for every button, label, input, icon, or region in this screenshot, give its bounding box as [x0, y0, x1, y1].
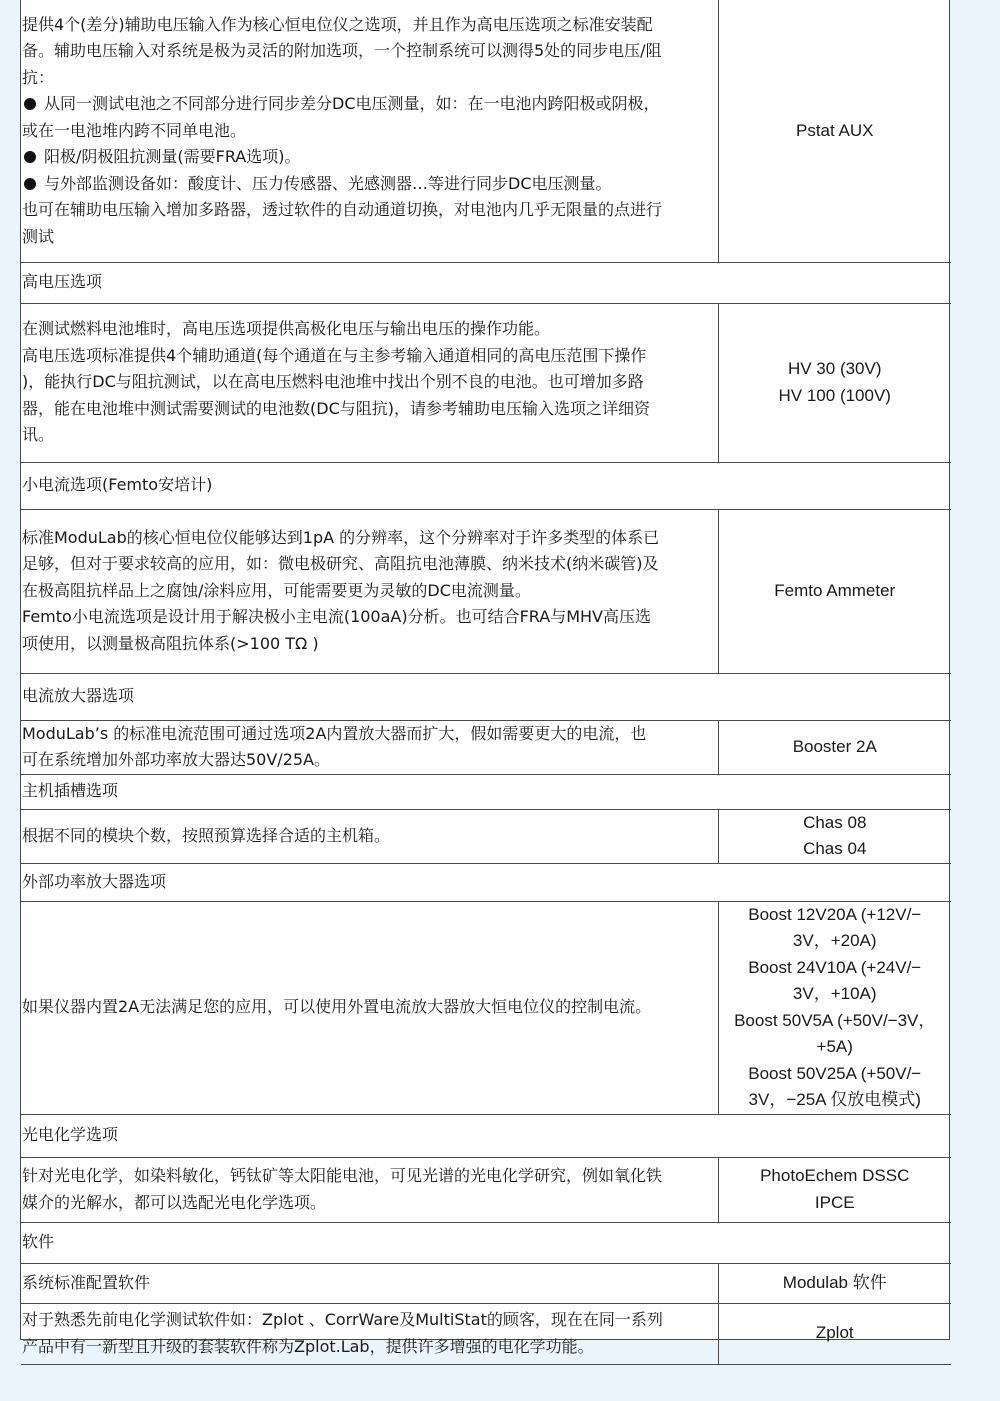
model-name: HV 100 (100V) — [778, 385, 891, 405]
model-cell — [718, 303, 951, 462]
bullet-icon — [24, 98, 36, 110]
bullet-item — [22, 144, 717, 171]
description-line: 讯。 — [22, 425, 55, 445]
model-cell — [718, 1263, 951, 1303]
model-name: HV 30 (30V) — [787, 359, 882, 378]
section-title: 电流放大器选项 — [21, 673, 951, 720]
description-line: 如果仪器内置2A无法满足您的应用，可以使用外置电流放大器放大恒电位仪的控制电流。 — [22, 997, 652, 1017]
model-name: Boost 12V20A (+12V/− — [748, 904, 922, 924]
description-line: 足够，但对于要求较高的应用，如：微电极研究、高阻抗电池薄膜、纳米技术(纳米碳管)及 — [22, 554, 659, 574]
description-cell — [21, 303, 718, 462]
description-line: 系统标准配置软件 — [22, 1272, 151, 1292]
table-row-zplot — [21, 1303, 951, 1364]
section-row-photoelectrochem — [21, 1114, 951, 1157]
bullet-item — [22, 171, 717, 198]
model-name: Zplot — [815, 1323, 854, 1343]
table-row-pstat-aux — [21, 0, 951, 262]
description-line: ModuLab’s 的标准电流范围可通过选项2A内置放大器而扩大，假如需要更大的电流，也 — [22, 723, 647, 743]
model-name: 3V，+20A) — [792, 931, 877, 950]
model-name: 3V，+10A) — [792, 984, 877, 1003]
description-line: 或在一电池堆内跨不同单电池。 — [22, 120, 247, 140]
section-row-software — [21, 1222, 951, 1263]
model-name: Booster 2A — [792, 736, 877, 756]
section-row-chassis-slot — [21, 774, 951, 809]
description-line: 抗： — [22, 67, 55, 87]
bullet-item — [22, 91, 717, 118]
description-cell — [21, 509, 718, 673]
model-name: IPCE — [814, 1192, 855, 1212]
bullet-icon — [24, 151, 36, 163]
section-row-current-amplifier — [21, 673, 951, 720]
section-row-high-voltage — [21, 262, 951, 303]
description-line: 高电压选项标准提供4个辅助通道(每个通道在与主参考输入通道相同的高电压范围下操作 — [22, 345, 647, 365]
description-line: 在极高阻抗样品上之腐蚀/涂料应用，可能需要更为灵敏的DC电流测量。 — [22, 580, 531, 600]
table-row-photoechem — [21, 1157, 951, 1222]
model-name: Chas 04 — [803, 839, 867, 858]
description-cell — [21, 1303, 718, 1364]
section-row-external-amplifier — [21, 863, 951, 901]
table-row-modulab-software — [21, 1263, 951, 1303]
description-line: 产品中有一新型且升级的套装软件称为Zplot.Lab，提供许多增强的电化学功能。 — [22, 1336, 594, 1356]
bullet-text: 从同一测试电池之不同部分进行同步差分DC电压测量，如：在一电池内跨阳极或阴极， — [44, 94, 660, 113]
bullet-text: 与外部监测设备如：酸度计、压力传感器、光感测器…等进行同步DC电压测量。 — [44, 173, 612, 193]
description-line: 媒介的光解水，都可以选配光电化学选项。 — [22, 1192, 327, 1212]
description-line: 备。辅助电压输入对系统是极为灵活的附加选项，一个控制系统可以测得5处的同步电压/阻 — [22, 41, 662, 60]
model-name: Modulab 软件 — [782, 1272, 887, 1292]
description-line: 在测试燃料电池堆时，高电压选项提供高极化电压与输出电压的操作功能。 — [22, 319, 551, 339]
description-cell — [21, 1263, 718, 1303]
section-title: 主机插槽选项 — [21, 774, 951, 809]
model-cell — [718, 720, 951, 774]
model-cell — [718, 509, 951, 673]
model-name: Boost 24V10A (+24V/− — [748, 957, 922, 977]
table-row-chassis — [21, 809, 951, 863]
description-cell — [21, 901, 718, 1114]
description-line: 项使用，以测量极高阻抗体系(>100 TΩ ) — [22, 633, 319, 653]
model-name: +5A) — [816, 1037, 853, 1056]
table-row-femto — [21, 509, 951, 673]
description-line: 测试 — [22, 226, 55, 246]
options-table-sheet — [20, 0, 950, 1356]
model-name: Pstat AUX — [796, 120, 874, 140]
section-title: 小电流选项(Femto安培计) — [21, 462, 951, 509]
model-name: PhotoEchem DSSC — [760, 1166, 910, 1185]
section-title: 高电压选项 — [21, 262, 951, 303]
model-cell — [718, 901, 951, 1114]
table-row-booster — [21, 720, 951, 774]
description-line: )，能执行DC与阻抗测试，以在高电压燃料电池堆中找出个别不良的电池。也可增加多路 — [22, 372, 644, 392]
model-name: Chas 08 — [803, 812, 867, 832]
description-line: 根据不同的模块个数，按照预算选择合适的主机箱。 — [22, 825, 391, 845]
section-title: 光电化学选项 — [21, 1114, 951, 1157]
model-name: Boost 50V25A (+50V/− — [748, 1063, 922, 1083]
description-line: 器，能在电池堆中测试需要测试的电池数(DC与阻抗)，请参考辅助电压输入选项之详细资 — [22, 398, 650, 418]
description-line: 也可在辅助电压输入增加多路器，透过软件的自动通道切换，对电池内几乎无限量的点进行 — [22, 200, 663, 219]
description-cell — [21, 0, 718, 262]
model-cell — [718, 809, 951, 863]
bullet-text: 阳极/阴极阻抗测量(需要FRA选项)。 — [44, 147, 301, 166]
description-line: 对于熟悉先前电化学测试软件如：Zplot 、CorrWare及MultiStat的顾客，现在在同一系列 — [22, 1310, 663, 1329]
description-line: 标准ModuLab的核心恒电位仪能够达到1pA 的分辨率，这个分辨率对于许多类型的体系已 — [22, 527, 660, 547]
description-cell — [21, 720, 718, 774]
model-name: Boost 50V5A (+50V/−3V， — [734, 1010, 936, 1030]
description-line: 可在系统增加外部功率放大器达50V/25A。 — [22, 750, 331, 769]
model-cell — [718, 1303, 951, 1364]
section-title: 软件 — [21, 1222, 951, 1263]
bullet-icon — [24, 178, 36, 190]
model-cell — [718, 1157, 951, 1222]
description-cell — [21, 1157, 718, 1222]
section-row-low-current — [21, 462, 951, 509]
model-name: 3V，−25A 仅放电模式) — [748, 1090, 921, 1109]
model-cell — [718, 0, 951, 262]
description-line: 提供4个(差分)辅助电压输入作为核心恒电位仪之选项，并且作为高电压选项之标准安装配 — [22, 14, 653, 34]
description-line: 针对光电化学，如染料敏化，钙钛矿等太阳能电池，可见光谱的光电化学研究，例如氧化铁 — [22, 1166, 663, 1185]
section-title: 外部功率放大器选项 — [21, 863, 951, 901]
table-row-hv — [21, 303, 951, 462]
description-cell — [21, 809, 718, 863]
table-row-external-boost — [21, 901, 951, 1114]
options-table — [21, 0, 951, 1365]
description-line: Femto小电流选项是设计用于解决极小主电流(100aA)分析。也可结合FRA与MHV高压选 — [22, 607, 651, 627]
model-name: Femto Ammeter — [774, 580, 896, 600]
